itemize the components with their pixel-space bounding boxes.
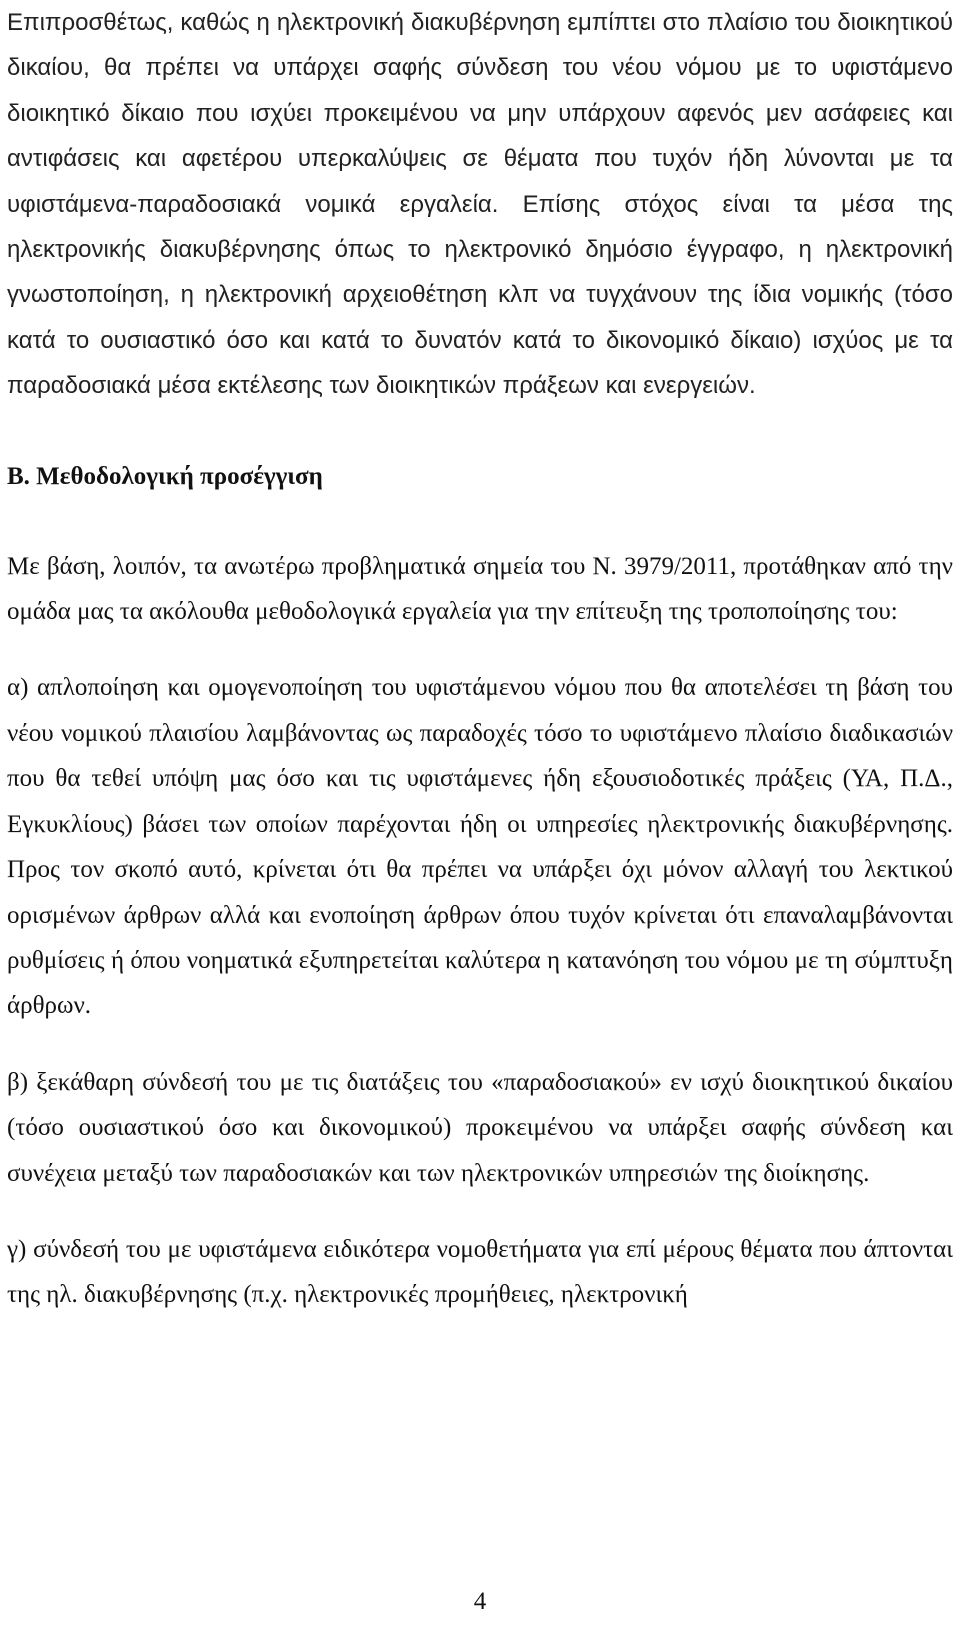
section-heading: Β. Μεθοδολογική προσέγγιση xyxy=(7,462,323,490)
list-item-c: γ) σύνδεσή του με υφιστάμενα ειδικότερα νομοθετήματα για επί μέρους θέματα που άπτονται της ηλ. διακυβέρνησης (π.χ. ηλεκτρονικές προμήθειες, ηλεκτρονική xyxy=(7,1235,953,1309)
document-page xyxy=(7,0,953,1318)
list-item-a: α) απλοποίηση και ομογενοποίηση του υφιστάμενου νόμου που θα αποτελέσει τη βάση του νέου νομικού πλαισίου λαμβάνοντας ως παραδοχές τόσο το υφιστάμενο πλαίσιο διαδικασιών που θα τεθεί υπόψη μας όσο και τις υφιστάμενες ήδη εξουσιοδοτικές πράξεις (ΥΑ, Π.Δ., Εγκυκλίους) βάσει των οποίων παρέχονται ήδη οι υπηρεσίες ηλεκτρονικής διακυβέρνησης. Προς τον σκοπό αυτό, κρίνεται ότι θα πρέπει να υπάρξει όχι μόνον αλλαγή του λεκτικού ορισμένων άρθρων αλλά και ενοποίηση άρθρων όπου τυχόν κρίνεται ότι επαναλαμβάνονται ρυθμίσεις ή όπου νοηματικά εξυπηρετείται καλύτερα η κατανόηση του νόμου με τη σύμπτυξη άρθρων. xyxy=(7,674,953,1020)
spacer xyxy=(7,499,953,544)
spacer xyxy=(7,409,953,454)
method-intro-paragraph: Με βάση, λοιπόν, τα ανωτέρω προβληματικά σημεία του Ν. 3979/2011, προτάθηκαν από την ομάδα μας τα ακόλουθα μεθοδολογικά εργαλεία για την επίτευξη της τροποποίησης του: xyxy=(7,552,953,626)
spacer xyxy=(7,1029,953,1060)
list-item-b: β) ξεκάθαρη σύνδεσή του με τις διατάξεις του «παραδοσιακού» εν ισχύ διοικητικού δικαίου (τόσο ουσιαστικού όσο και δικονομικού) προκειμένου να υπάρξει σαφής σύνδεση και συνέχεια μεταξύ των παραδοσιακών και των ηλεκτρονικών υπηρεσιών της διοίκησης. xyxy=(7,1068,953,1187)
page-number: 4 xyxy=(473,1588,487,1615)
spacer xyxy=(7,1196,953,1227)
spacer xyxy=(7,634,953,665)
intro-paragraph: Επιπροσθέτως, καθώς η ηλεκτρονική διακυβέρνηση εμπίπτει στο πλαίσιο του διοικητικού δικαίου, θα πρέπει να υπάρχει σαφής σύνδεση του νέου νόμου με το υφιστάμενο διοικητικό δίκαιο που ισχύει προκειμένου να μην υπάρχουν αφενός μεν ασάφειες και αντιφάσεις και αφετέρου υπερκαλύψεις σε θέματα που τυχόν ήδη λύνονται με τα υφιστάμενα-παραδοσιακά νομικά εργαλεία. Επίσης στόχος είναι τα μέσα της ηλεκτρονικής διακυβέρνησης όπως το ηλεκτρονικό δημόσιο έγγραφο, η ηλεκτρονική γνωστοποίηση, η ηλεκτρονική αρχειοθέτηση κλπ να τυγχάνουν της ίδια νομικής (τόσο κατά το ουσιαστικό όσο και κατά το δυνατόν κατά το δικονομικό δίκαιο) ισχύος με τα παραδοσιακά μέσα εκτέλεσης των διοικητικών πράξεων και ενεργειών. xyxy=(7,9,953,400)
